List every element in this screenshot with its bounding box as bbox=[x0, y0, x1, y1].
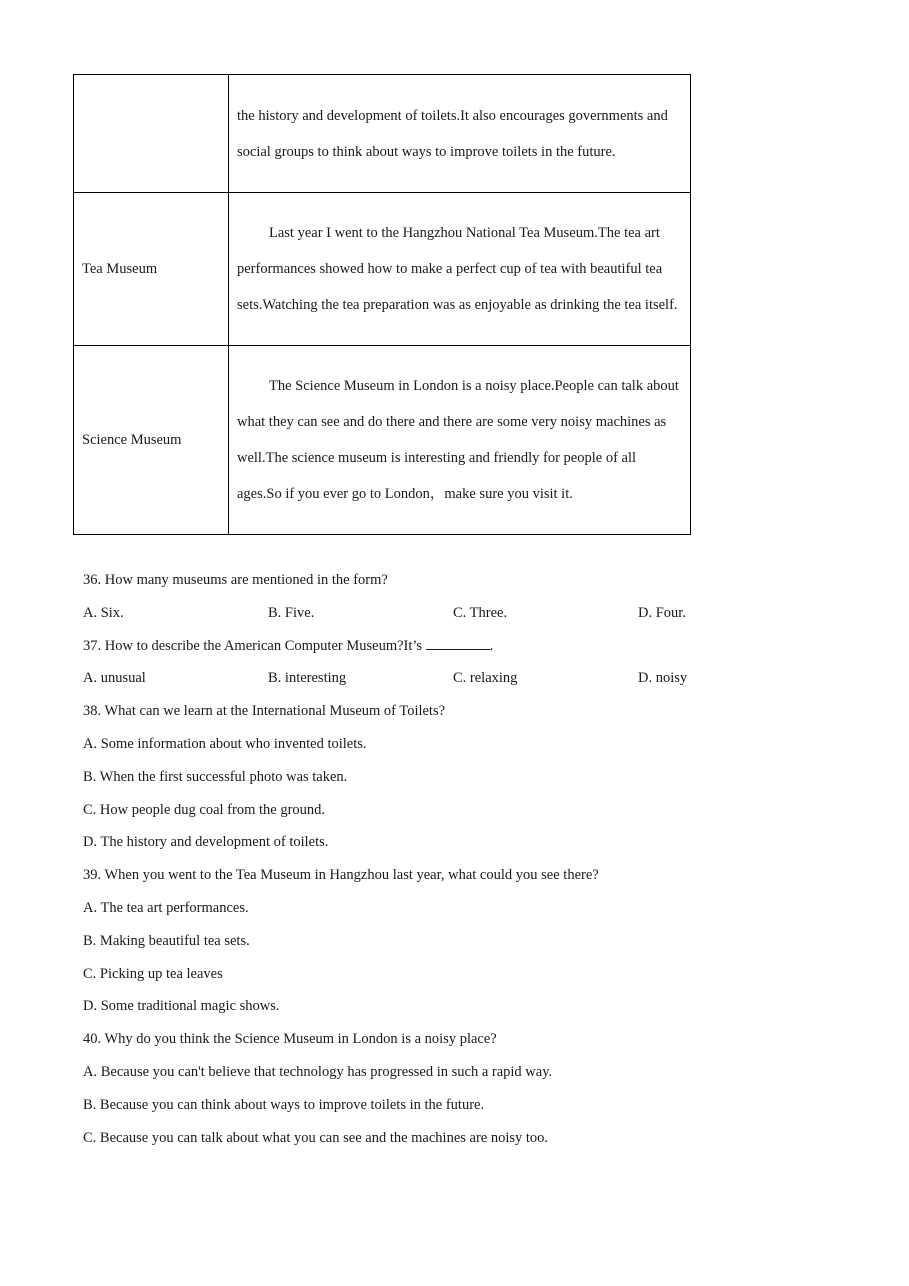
table-row bbox=[74, 193, 691, 346]
question-37 bbox=[83, 632, 823, 698]
option-c[interactable]: C. Because you can talk about what you can see and the machines are noisy too. bbox=[83, 1129, 549, 1146]
answer-blank bbox=[426, 635, 490, 650]
museum-description-cell bbox=[229, 75, 691, 193]
question-stem: 36. How many museums are mentioned in the form? bbox=[83, 572, 388, 588]
option-d[interactable]: D. noisy bbox=[638, 670, 688, 687]
option-b[interactable]: B. Five. bbox=[268, 604, 315, 621]
option-b[interactable]: B. When the first successful photo was taken. bbox=[83, 768, 348, 785]
option-c[interactable]: C. relaxing bbox=[453, 670, 518, 687]
option-c[interactable]: C. How people dug coal from the ground. bbox=[83, 801, 326, 818]
option-a[interactable]: A. Six. bbox=[83, 604, 124, 621]
museum-name-cell bbox=[74, 75, 229, 193]
question-38 bbox=[83, 697, 823, 861]
question-36 bbox=[83, 566, 823, 632]
option-a[interactable]: A. The tea art performances. bbox=[83, 899, 249, 916]
option-a[interactable]: A. unusual bbox=[83, 670, 146, 687]
table-row bbox=[74, 75, 691, 193]
museum-description-cell bbox=[229, 346, 691, 535]
option-c[interactable]: C. Picking up tea leaves bbox=[83, 965, 223, 982]
question-stem: 39. When you went to the Tea Museum in Hangzhou last year, what could you see there? bbox=[83, 867, 599, 884]
museum-table bbox=[73, 74, 691, 535]
question-40 bbox=[83, 1025, 823, 1156]
option-a[interactable]: A. Because you can't believe that technology has progressed in such a rapid way. bbox=[83, 1063, 553, 1080]
option-row bbox=[83, 599, 823, 632]
option-d[interactable]: D. The history and development of toilets. bbox=[83, 834, 329, 851]
museum-description: the history and development of toilets.It also encourages governments and social groups to think about ways to improve toilets in the future. bbox=[237, 107, 668, 160]
option-b[interactable]: B. Making beautiful tea sets. bbox=[83, 932, 250, 949]
museum-name-cell: Science Museum bbox=[74, 346, 229, 535]
museum-description: The Science Museum in London is a noisy place.People can talk about what they can see and do there and there are some very noisy machines as well.The science museum is interesting and friendly for people of all ages.So if you ever go to London，make sure you visit it. bbox=[237, 378, 679, 502]
question-list bbox=[83, 566, 823, 1156]
option-c[interactable]: C. Three. bbox=[453, 604, 508, 621]
option-b[interactable]: B. interesting bbox=[268, 670, 347, 687]
museum-name-cell: Tea Museum bbox=[74, 193, 229, 346]
option-b[interactable]: B. Because you can think about ways to improve toilets in the future. bbox=[83, 1096, 485, 1113]
question-stem-text: 37. How to describe the American Computer Museum?It’s bbox=[83, 637, 426, 654]
option-row bbox=[83, 664, 823, 697]
question-stem: 38. What can we learn at the International Museum of Toilets? bbox=[83, 703, 446, 720]
question-stem bbox=[83, 632, 823, 665]
museum-description-cell bbox=[229, 193, 691, 346]
question-39 bbox=[83, 861, 823, 1025]
option-a[interactable]: A. Some information about who invented toilets. bbox=[83, 735, 367, 752]
question-stem-end: . bbox=[489, 637, 494, 654]
museum-description: Last year I went to the Hangzhou National Tea Museum.The tea art performances showed how to make a perfect cup of tea with beautiful tea sets.Watching the tea preparation was as enjoyable as drinking the tea itself. bbox=[237, 225, 678, 313]
option-d[interactable]: D. Four. bbox=[638, 604, 686, 621]
table-row bbox=[74, 346, 691, 535]
option-d[interactable]: D. Some traditional magic shows. bbox=[83, 998, 280, 1015]
question-stem: 40. Why do you think the Science Museum in London is a noisy place? bbox=[83, 1031, 497, 1048]
